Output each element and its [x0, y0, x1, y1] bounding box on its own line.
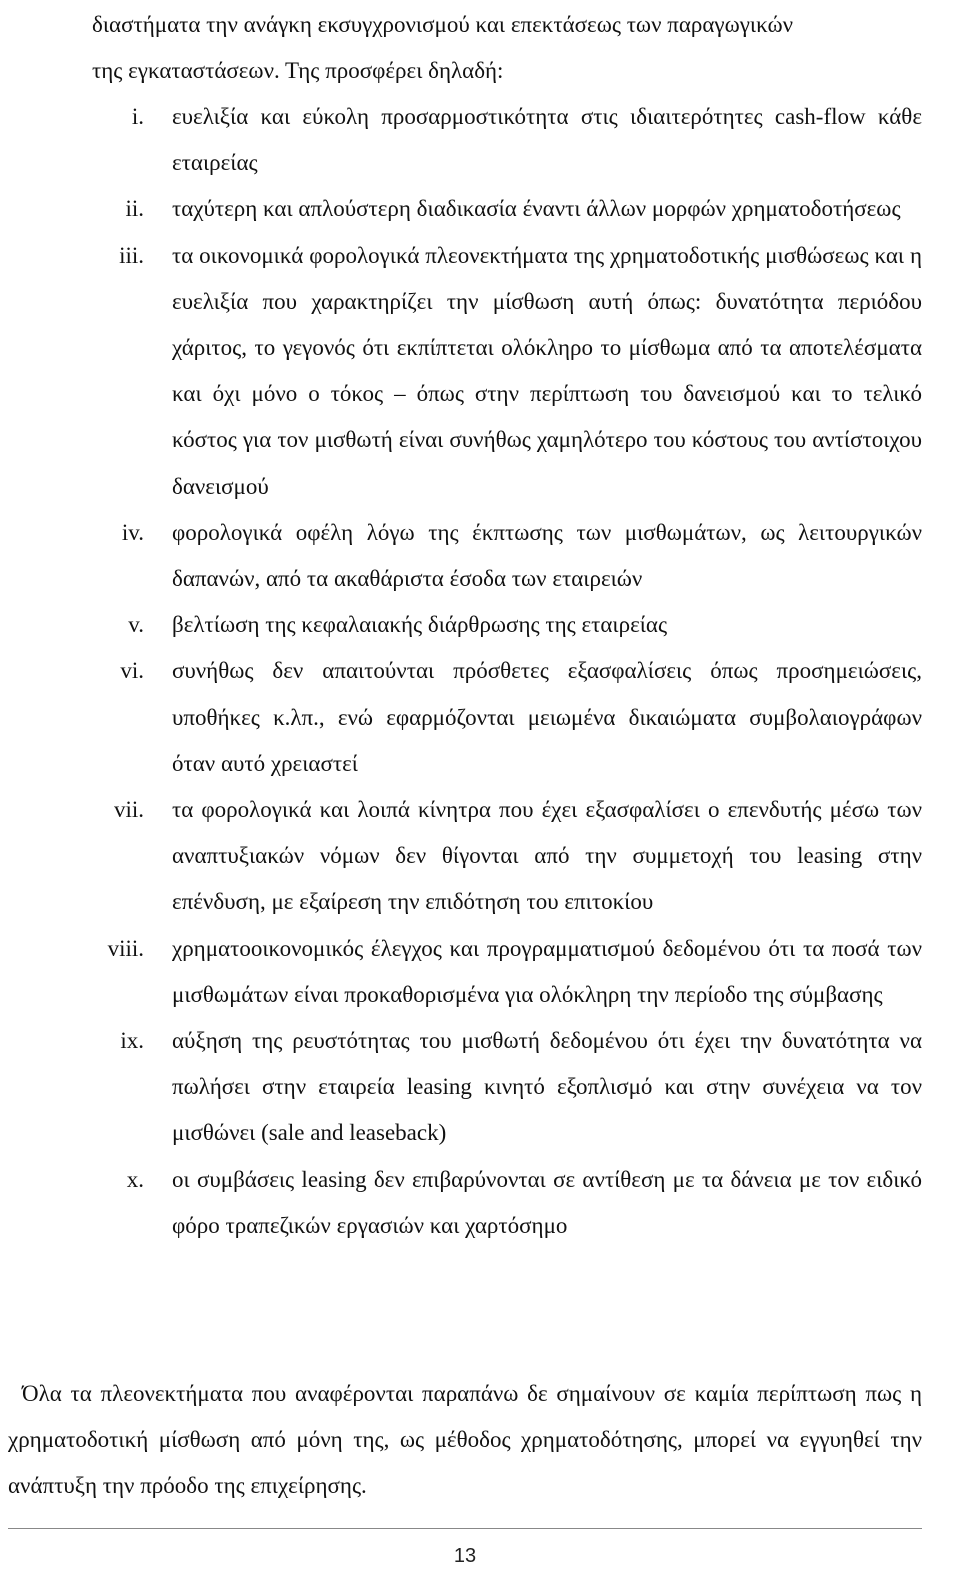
list-item-number: ii. [125, 196, 144, 222]
list-item-number: viii. [107, 935, 144, 961]
list-item [92, 648, 922, 787]
list-item-number: vii. [113, 797, 144, 823]
list-item-number: vi. [120, 658, 144, 684]
list-item-text: αύξηση της ρευστότητας του μισθωτή δεδομένου ότι έχει την δυνατότητα να πωλήσει στην εταιρεία leasing κινητό εξοπλισμό και στην συνέχεια να τον μισθώνει (sale and leaseback) [172, 1028, 922, 1146]
list-item [92, 233, 922, 510]
list-item-text: ταχύτερη και απλούστερη διαδικασία έναντι άλλων μορφών χρηματοδοτήσεως [172, 196, 901, 222]
list-item [92, 1018, 922, 1157]
footer-divider [8, 1528, 922, 1529]
list-item [92, 602, 922, 648]
list-item [92, 787, 922, 926]
intro-paragraph [92, 2, 922, 94]
list-item-number: x. [126, 1166, 144, 1192]
list-item [92, 510, 922, 602]
list-item [92, 186, 922, 232]
list-item-text: τα οικονομικά φορολογικά πλεονεκτήματα της χρηματοδοτικής μισθώσεως και η ευελιξία που χαρακτηρίζει την μίσθωση αυτή όπως: δυνατότητα περιόδου χάριτος, το γεγονός ότι εκπίπτεται ολόκληρο το μίσθωμα από τα αποτελέσματα και όχι μόνο ο τόκος – όπως στην περίπτωση του δανεισμού και το τελικό κόστος για τον μισθωτή είναι συνήθως χαμηλότερο του κόστους του αντίστοιχου δανεισμού [172, 242, 922, 499]
intro-line-2: της εγκαταστάσεων. Της προσφέρει δηλαδή: [92, 58, 504, 83]
list-item-text: φορολογικά οφέλη λόγω της έκπτωσης των μισθωμάτων, ως λειτουργικών δαπανών, από τα ακαθάριστα έσοδα των εταιρειών [172, 519, 922, 592]
closing-paragraph: Όλα τα πλεονεκτήματα που αναφέρονται παραπάνω δε σημαίνουν σε καμία περίπτωση πως η χρηματοδοτική μίσθωση από μόνη της, ως μέθοδος χρηματοδότησης, μπορεί να εγγυηθεί την ανάπτυξη την πρόοδο της επιχείρησης. [8, 1381, 922, 1498]
list-item [92, 926, 922, 1018]
list-item [92, 94, 922, 186]
list-item-text: χρηματοοικονομικός έλεγχος και προγραμματισμού δεδομένου ότι τα ποσά των μισθωμάτων είναι προκαθορισμένα για ολόκληρη την περίοδο της σύμβασης [172, 935, 922, 1007]
list-item-number: i. [131, 104, 144, 129]
page-number: 13 [453, 1545, 477, 1567]
list-item-text: βελτίωση της κεφαλαιακής διάρθρωσης της εταιρείας [172, 612, 668, 638]
advantages-list [92, 94, 922, 1249]
list-item-text: συνήθως δεν απαιτούνται πρόσθετες εξασφαλίσεις όπως προσημειώσεις, υποθήκες κ.λπ., ενώ εφαρμόζονται μειωμένα δικαιώματα συμβολαιογράφων όταν αυτό χρειαστεί [172, 658, 922, 776]
intro-line-1: διαστήματα την ανάγκη εκσυγχρονισμού και επεκτάσεως των παραγωγικών [92, 12, 793, 37]
list-item-number: iii. [119, 242, 144, 268]
list-item-number: ix. [120, 1028, 144, 1054]
list-item-text: ευελιξία και εύκολη προσαρμοστικότητα στις ιδιαιτερότητες cash-flow κάθε εταιρείας [172, 104, 922, 176]
list-item-text: τα φορολογικά και λοιπά κίνητρα που έχει εξασφαλίσει ο επενδυτής μέσω των αναπτυξιακών νόμων δεν θίγονται από την συμμετοχή του leasing στην επένδυση, με εξαίρεση την επιδότηση του επιτοκίου [172, 797, 922, 915]
list-item [92, 1157, 922, 1249]
list-item-number: v. [128, 612, 144, 638]
list-item-number: iv. [121, 519, 144, 545]
list-item-text: οι συμβάσεις leasing δεν επιβαρύνονται σε αντίθεση με τα δάνεια με τον ειδικό φόρο τραπεζικών εργασιών και χαρτόσημο [172, 1166, 922, 1238]
